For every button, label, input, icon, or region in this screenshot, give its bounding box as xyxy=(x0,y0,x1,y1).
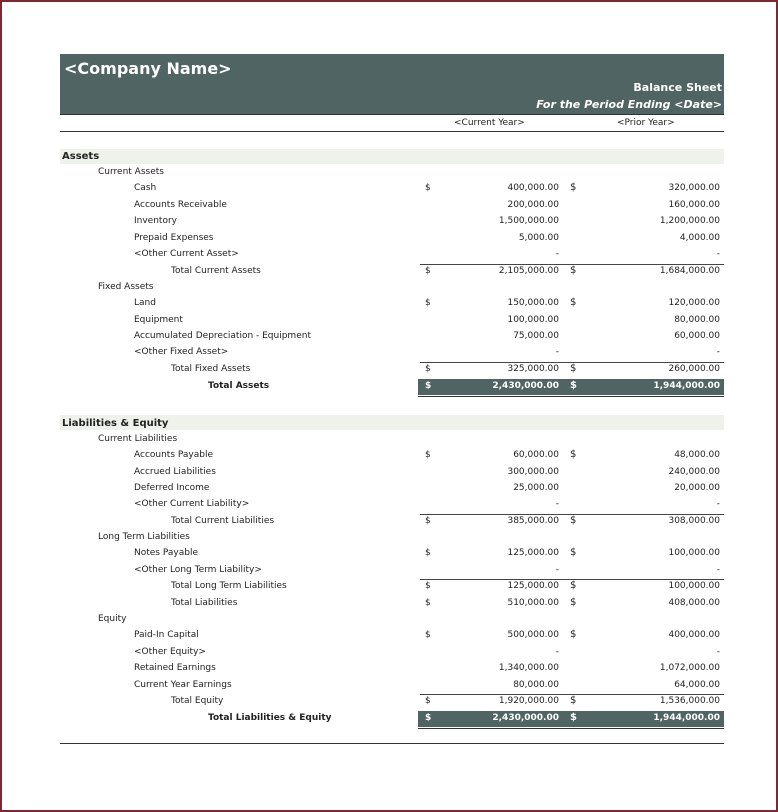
row-label: Paid-In Capital xyxy=(134,630,199,640)
group-current-assets xyxy=(60,165,724,181)
row-label: <Other Current Liability> xyxy=(134,499,250,509)
current-year-value[interactable]: 1,500,000.00 xyxy=(498,216,559,226)
row-label: Total Fixed Assets xyxy=(171,364,251,374)
prior-year-value[interactable]: 400,000.00 xyxy=(668,630,720,640)
currency-symbol: $ xyxy=(570,629,577,640)
total-row[interactable] xyxy=(60,514,724,530)
current-year-value[interactable]: 125,000.00 xyxy=(507,581,559,591)
current-year-value[interactable]: 1,340,000.00 xyxy=(498,663,559,673)
current-year-value[interactable]: 125,000.00 xyxy=(507,548,559,558)
column-prior-year[interactable]: <Prior Year> xyxy=(617,118,675,128)
row-label: Total Long Term Liabilities xyxy=(171,581,287,591)
grand-total-row[interactable] xyxy=(60,379,724,395)
group-label: Long Term Liabilities xyxy=(98,532,190,542)
current-year-value[interactable]: - xyxy=(555,647,559,657)
header-rule xyxy=(60,114,724,115)
table-row[interactable] xyxy=(60,645,724,661)
row-label: Land xyxy=(134,298,156,308)
prior-year-value[interactable]: 1,536,000.00 xyxy=(659,696,720,706)
prior-year-value[interactable]: 100,000.00 xyxy=(668,581,720,591)
row-label: Total Current Assets xyxy=(171,266,261,276)
currency-symbol: $ xyxy=(570,182,577,193)
group-label: Fixed Assets xyxy=(98,282,154,292)
row-label: Cash xyxy=(134,183,157,193)
group-label: Current Liabilities xyxy=(98,434,178,444)
prior-year-value[interactable]: 100,000.00 xyxy=(668,548,720,558)
row-label: Total Liabilities & Equity xyxy=(208,713,332,723)
total-row[interactable] xyxy=(60,362,724,378)
row-label: Accumulated Depreciation - Equipment xyxy=(134,331,311,341)
currency-symbol: $ xyxy=(425,516,431,526)
row-label: Accounts Payable xyxy=(134,450,214,460)
currency-symbol: $ xyxy=(425,266,431,276)
bottom-rule xyxy=(60,743,724,744)
row-label: Total Liabilities xyxy=(171,598,238,608)
prior-year-value[interactable]: 1,944,000.00 xyxy=(653,381,720,391)
row-label: Accounts Receivable xyxy=(134,200,227,210)
group-current-liabilities xyxy=(60,432,724,448)
prior-year-value[interactable]: - xyxy=(716,647,720,657)
prior-year-value[interactable]: - xyxy=(716,347,720,357)
double-underline xyxy=(418,396,724,397)
prior-year-value[interactable]: - xyxy=(716,499,720,509)
prior-year-value[interactable]: 20,000.00 xyxy=(674,483,720,493)
prior-year-value[interactable]: 4,000.00 xyxy=(679,233,720,243)
table-row[interactable] xyxy=(60,329,724,345)
table-row[interactable] xyxy=(60,678,724,694)
table-row[interactable] xyxy=(60,661,724,677)
prior-year-value[interactable]: 1,200,000.00 xyxy=(659,216,720,226)
currency-symbol: $ xyxy=(425,364,431,374)
table-row[interactable] xyxy=(60,296,724,312)
current-year-value[interactable]: - xyxy=(555,249,559,259)
row-label: <Other Fixed Asset> xyxy=(134,347,229,357)
row-label: <Other Long Term Liability> xyxy=(134,565,262,575)
currency-symbol: $ xyxy=(425,381,432,391)
current-year-value[interactable]: 60,000.00 xyxy=(513,450,559,460)
section-assets: Assets xyxy=(62,151,100,162)
table-row[interactable] xyxy=(60,546,724,562)
prior-year-value[interactable]: 48,000.00 xyxy=(674,450,720,460)
row-label: Current Year Earnings xyxy=(134,680,232,690)
row-label: Prepaid Expenses xyxy=(134,233,214,243)
current-year-value[interactable]: 75,000.00 xyxy=(513,331,559,341)
group-fixed-assets xyxy=(60,280,724,296)
table-row[interactable] xyxy=(60,181,724,197)
assets-band xyxy=(60,149,724,164)
table-row[interactable] xyxy=(60,563,724,579)
current-year-value[interactable]: 325,000.00 xyxy=(507,364,559,374)
prior-year-value[interactable]: 408,000.00 xyxy=(668,598,720,608)
prior-year-value[interactable]: 64,000.00 xyxy=(674,680,720,690)
table-row[interactable] xyxy=(60,345,724,361)
total-row[interactable] xyxy=(60,264,724,280)
column-current-year[interactable]: <Current Year> xyxy=(454,118,525,128)
currency-symbol: $ xyxy=(570,547,577,558)
table-row[interactable] xyxy=(60,448,724,464)
current-year-value[interactable]: 300,000.00 xyxy=(507,467,559,477)
current-year-value[interactable]: 5,000.00 xyxy=(518,233,559,243)
prior-year-value[interactable]: 320,000.00 xyxy=(668,183,720,193)
current-year-value[interactable]: 2,430,000.00 xyxy=(492,381,559,391)
prior-year-value[interactable]: 80,000.00 xyxy=(674,315,720,325)
table-row[interactable] xyxy=(60,465,724,481)
total-row[interactable] xyxy=(60,694,724,710)
table-row[interactable] xyxy=(60,628,724,644)
group-label: Equity xyxy=(98,614,127,624)
currency-symbol: $ xyxy=(425,598,431,608)
grand-total-row[interactable] xyxy=(60,711,724,727)
current-year-value[interactable]: 510,000.00 xyxy=(507,598,559,608)
prior-year-value[interactable]: 1,072,000.00 xyxy=(659,663,720,673)
current-year-value[interactable]: 100,000.00 xyxy=(507,315,559,325)
prior-year-value[interactable]: - xyxy=(716,249,720,259)
column-rule xyxy=(60,131,724,132)
total-row[interactable] xyxy=(60,579,724,595)
current-year-value[interactable]: - xyxy=(555,499,559,509)
current-year-value[interactable]: 2,105,000.00 xyxy=(498,266,559,276)
currency-symbol: $ xyxy=(570,363,577,374)
current-year-value[interactable]: 200,000.00 xyxy=(507,200,559,210)
group-equity xyxy=(60,612,724,628)
currency-symbol: $ xyxy=(570,580,577,591)
row-label: Notes Payable xyxy=(134,548,198,558)
double-underline xyxy=(418,728,724,729)
current-year-value[interactable]: 2,430,000.00 xyxy=(492,713,559,723)
row-label: Deferred Income xyxy=(134,483,210,493)
total-row[interactable] xyxy=(60,596,724,612)
prior-year-value[interactable]: 260,000.00 xyxy=(668,364,720,374)
table-row[interactable] xyxy=(60,214,724,230)
table-row[interactable] xyxy=(60,247,724,263)
current-year-value[interactable]: 1,920,000.00 xyxy=(498,696,559,706)
currency-symbol: $ xyxy=(425,183,431,193)
currency-symbol: $ xyxy=(425,298,431,308)
prior-year-value[interactable]: 308,000.00 xyxy=(668,516,720,526)
currency-symbol: $ xyxy=(425,630,431,640)
row-label: <Other Current Asset> xyxy=(134,249,239,259)
current-year-value[interactable]: 150,000.00 xyxy=(507,298,559,308)
current-year-value[interactable]: 500,000.00 xyxy=(507,630,559,640)
section-liabilities-equity: Liabilities & Equity xyxy=(62,418,169,429)
current-year-value[interactable]: 25,000.00 xyxy=(513,483,559,493)
sheet-title: Balance Sheet xyxy=(633,81,722,94)
currency-symbol: $ xyxy=(570,597,577,608)
currency-symbol: $ xyxy=(570,380,577,391)
table-row[interactable] xyxy=(60,481,724,497)
table-row[interactable] xyxy=(60,198,724,214)
prior-year-value[interactable]: 240,000.00 xyxy=(668,467,720,477)
currency-symbol: $ xyxy=(570,515,577,526)
currency-symbol: $ xyxy=(570,712,577,723)
currency-symbol: $ xyxy=(425,696,431,706)
current-year-value[interactable]: 385,000.00 xyxy=(507,516,559,526)
currency-symbol: $ xyxy=(570,695,577,706)
row-label: Total Equity xyxy=(171,696,224,706)
currency-symbol: $ xyxy=(570,297,577,308)
row-label: Total Current Liabilities xyxy=(171,516,275,526)
row-label: Total Assets xyxy=(208,381,270,391)
prior-year-value[interactable]: 60,000.00 xyxy=(674,331,720,341)
prior-year-value[interactable]: 1,684,000.00 xyxy=(659,266,720,276)
current-year-value[interactable]: 80,000.00 xyxy=(513,680,559,690)
header-banner xyxy=(60,54,724,114)
row-label: Inventory xyxy=(134,216,177,226)
table-row[interactable] xyxy=(60,497,724,513)
prior-year-value[interactable]: - xyxy=(716,565,720,575)
current-year-value[interactable]: - xyxy=(555,347,559,357)
prior-year-value[interactable]: 160,000.00 xyxy=(668,200,720,210)
period-text[interactable]: For the Period Ending <Date> xyxy=(536,98,722,111)
currency-symbol: $ xyxy=(425,713,432,723)
row-label: Equipment xyxy=(134,315,183,325)
current-year-value[interactable]: - xyxy=(555,565,559,575)
prior-year-value[interactable]: 1,944,000.00 xyxy=(653,713,720,723)
current-year-value[interactable]: 400,000.00 xyxy=(507,183,559,193)
group-long-term-liabilities xyxy=(60,530,724,546)
row-label: <Other Equity> xyxy=(134,647,206,657)
table-row[interactable] xyxy=(60,231,724,247)
currency-symbol: $ xyxy=(425,450,431,460)
group-label: Current Assets xyxy=(98,167,164,177)
currency-symbol: $ xyxy=(570,449,577,460)
prior-year-value[interactable]: 120,000.00 xyxy=(668,298,720,308)
currency-symbol: $ xyxy=(425,548,431,558)
table-row[interactable] xyxy=(60,313,724,329)
row-label: Accrued Liabilities xyxy=(134,467,216,477)
currency-symbol: $ xyxy=(570,265,577,276)
currency-symbol: $ xyxy=(425,581,431,591)
company-name[interactable]: <Company Name> xyxy=(64,59,232,78)
row-label: Retained Earnings xyxy=(134,663,216,673)
